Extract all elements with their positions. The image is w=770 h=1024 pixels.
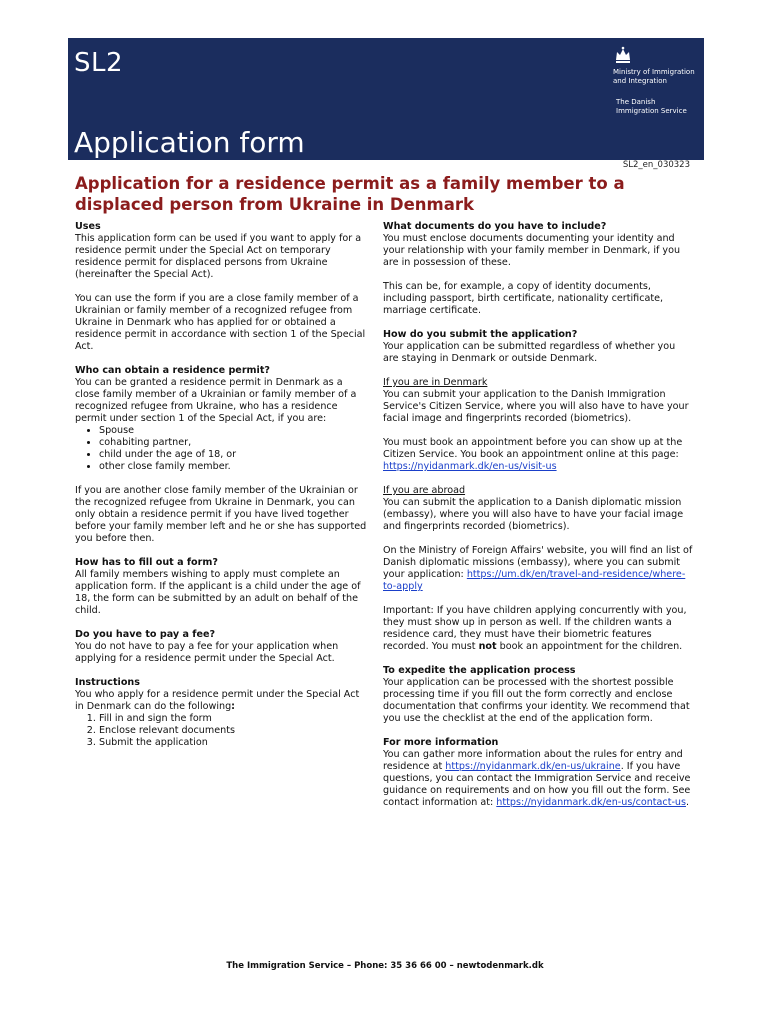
header-banner xyxy=(68,38,704,160)
submit-paragraph: Your application can be submitted regardless of whether you are staying in Denmark or outside Denmark. xyxy=(383,341,676,364)
service-name: The Danish Immigration Service xyxy=(616,98,687,115)
expedite-heading: To expedite the application process xyxy=(383,665,576,676)
uses-paragraph-1: This application form can be used if you want to apply for a residence permit under the Special Act on temporary residence permit for displaced persons from Ukraine (hereinafter the Special Act). xyxy=(75,233,362,280)
page-footer: The Immigration Service – Phone: 35 36 66 00 – newtodenmark.dk xyxy=(226,961,544,971)
who-heading: Who can obtain a residence permit? xyxy=(75,365,270,376)
fill-paragraph: All family members wishing to apply must complete an application form. If the applicant is a child under the age of 18, the form can be submitted by an adult on behalf of the child. xyxy=(75,569,361,616)
fill-heading: How has to fill out a form? xyxy=(75,557,218,568)
form-title: Application form xyxy=(74,126,305,159)
list-item: • Spouse xyxy=(99,425,367,437)
fee-paragraph: You do not have to pay a fee for your application when applying for a residence permit under the Special Act. xyxy=(75,641,339,664)
fee-heading: Do you have to pay a fee? xyxy=(75,629,216,640)
more-info-heading: For more information xyxy=(383,737,499,748)
list-item: 2. Enclose relevant documents xyxy=(99,725,367,737)
denmark-subheading: If you are in Denmark xyxy=(383,377,488,388)
submit-heading: How do you submit the application? xyxy=(383,329,578,340)
uses-heading: Uses xyxy=(75,221,101,232)
contact-us-link[interactable]: https://nyidanmark.dk/en-us/contact-us xyxy=(496,797,687,808)
instructions-paragraph: You who apply for a residence permit under the Special Act in Denmark can do the following: xyxy=(75,689,360,712)
documents-heading: What documents do you have to include? xyxy=(383,221,607,232)
list-item: • other close family member. xyxy=(99,461,367,473)
uses-paragraph-2: You can use the form if you are a close family member of a Ukrainian or family member of a recognized refugee from Ukraine in Denmark who has applied for or obtained a residence permit in accordance with section 1 of the Special Act. xyxy=(75,293,366,352)
who-paragraph-2: If you are another close family member of the Ukrainian or the recognized refugee from Ukraine in Denmark, you can only obtain a residence permit if you have lived together before your family member left and he or she has supported you before then. xyxy=(75,485,367,544)
documents-paragraph-1: You must enclose documents documenting your identity and your relationship with your family member in Denmark, if you are in possession of these. xyxy=(383,233,681,268)
list-item: • child under the age of 18, or xyxy=(99,449,367,461)
ukraine-link[interactable]: https://nyidanmark.dk/en-us/ukraine xyxy=(445,761,621,772)
list-item: • cohabiting partner, xyxy=(99,437,367,449)
documents-paragraph-2: This can be, for example, a copy of identity documents, including passport, birth certificate, nationality certificate, marriage certificate. xyxy=(383,281,664,316)
document-reference: SL2_en_030323 xyxy=(622,160,690,170)
ministry-name: Ministry of Immigration and Integration xyxy=(613,68,695,85)
denmark-paragraph-1: You can submit your application to the Danish Immigration Service's Citizen Service, where you will also have to have your facial image and fingerprints recorded (biometrics). xyxy=(383,389,689,424)
instructions-list xyxy=(75,713,367,749)
crown-logo-icon xyxy=(613,45,633,65)
list-item: 3. Submit the application xyxy=(99,737,367,749)
who-paragraph: You can be granted a residence permit in Denmark as a close family member of a Ukrainian or family member of a recognized refugee from Ukraine, who has a residence permit under section 1 of the Special Act, if you are: xyxy=(75,377,357,424)
list-item: 1. Fill in and sign the form xyxy=(99,713,367,725)
left-column xyxy=(75,221,367,761)
form-code: SL2 xyxy=(74,48,124,78)
page-title: Application for a residence permit as a family member to a displaced person from Ukraine in Denmark xyxy=(75,174,625,214)
abroad-paragraph-2: On the Ministry of Foreign Affairs' website, you will find an list of Danish diplomatic missions (embassy), where you can submit your application: https://um.dk/en/travel-and-residence/where-to-apply xyxy=(383,545,693,592)
eligibility-list xyxy=(75,425,367,473)
denmark-paragraph-2: You must book an appointment before you can show up at the Citizen Service. You book an appointment online at this page: https://nyidanmark.dk/en-us/visit-us xyxy=(383,437,683,472)
where-to-apply-link[interactable]: https://um.dk/en/travel-and-residence/where-to-apply xyxy=(383,569,686,592)
abroad-subheading: If you are abroad xyxy=(383,485,466,496)
instructions-heading: Instructions xyxy=(75,677,140,688)
abroad-paragraph-1: You can submit the application to a Danish diplomatic mission (embassy), where you will also have to have your facial image and fingerprints recorded (biometrics). xyxy=(383,497,684,532)
expedite-paragraph: Your application can be processed with the shortest possible processing time if you fill out the form correctly and enclose documentation that confirms your identity. We recommend that you use the checklist at the end of the application form. xyxy=(383,677,690,724)
visit-us-link[interactable]: https://nyidanmark.dk/en-us/visit-us xyxy=(383,461,557,472)
important-paragraph: Important: If you have children applying concurrently with you, they must show up in person as well. If the children wants a residence card, they must have their biometric features recorded. You must not book an appointment for the children. xyxy=(383,605,687,652)
right-column xyxy=(383,221,693,821)
more-info-paragraph: You can gather more information about the rules for entry and residence at https://nyidanmark.dk/en-us/ukraine. If you have questions, you can contact the Immigration Service and receive guidance on requirements and on how you fill out the form. See contact information at: https://nyidanmark.dk/en-us/contact-us. xyxy=(383,749,691,808)
